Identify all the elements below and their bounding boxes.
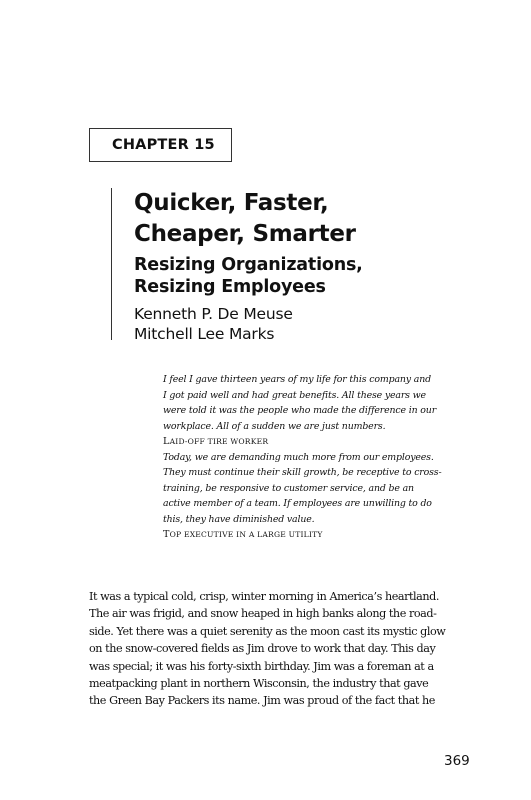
body-line: the Green Bay Packers its name. Jim was proud of the fact that he	[89, 694, 435, 708]
chapter-subtitle-line: Resizing Organizations,	[134, 255, 363, 275]
epigraph-line: workplace. All of a sudden we are just numbers.	[163, 420, 386, 432]
epigraph-line: this, they have diminished value.	[163, 513, 315, 525]
title-rule	[111, 188, 112, 340]
chapter-label: CHAPTER 15	[112, 137, 215, 153]
epigraph-attribution: TOP EXECUTIVE IN A LARGE UTILITY	[163, 529, 323, 540]
epigraph-line: active member of a team. If employees are unwilling to do	[163, 498, 432, 509]
epigraph	[163, 372, 437, 450]
epigraph-line: They must continue their skill growth, be receptive to cross-	[163, 467, 442, 478]
chapter-subtitle-line: Resizing Employees	[134, 277, 326, 297]
body-line: side. Yet there was a quiet serenity as the moon cast its mystic glow	[89, 624, 446, 638]
epigraph-line: Today, we are demanding much more from our employees.	[163, 451, 434, 463]
chapter-title-line: Cheaper, Smarter	[134, 221, 356, 247]
epigraph-attribution: LAID-OFF TIRE WORKER	[163, 436, 269, 447]
author-name: Kenneth P. De Meuse	[134, 305, 293, 323]
author-name: Mitchell Lee Marks	[134, 325, 275, 343]
body-paragraph	[89, 588, 479, 710]
chapter-label-box	[89, 128, 232, 162]
chapter-title-block	[134, 188, 514, 344]
body-line: It was a typical cold, crisp, winter morning in America’s heartland.	[89, 590, 439, 603]
author-list	[134, 304, 514, 344]
body-line: was special; it was his forty-sixth birthday. Jim was a foreman at a	[89, 659, 434, 673]
epigraphs	[163, 372, 442, 543]
epigraph	[163, 450, 442, 543]
epigraph-line: were told it was the people who made the difference in our	[163, 405, 437, 416]
epigraph-line: I feel I gave thirteen years of my life for this company and	[163, 374, 431, 385]
chapter-subtitle	[134, 254, 514, 298]
page-number: 369	[444, 753, 470, 769]
body-line: on the snow-covered fields as Jim drove to work that day. This day	[89, 642, 436, 656]
chapter-title-line: Quicker, Faster,	[134, 190, 329, 216]
epigraph-line: training, be responsive to customer service, and be an	[163, 482, 414, 494]
body-line: The air was frigid, and snow heaped in high banks along the road-	[89, 607, 437, 621]
epigraph-line: I got paid well and had great benefits. All these years we	[163, 389, 426, 401]
body-line: meatpacking plant in northern Wisconsin, the industry that gave	[89, 677, 429, 691]
